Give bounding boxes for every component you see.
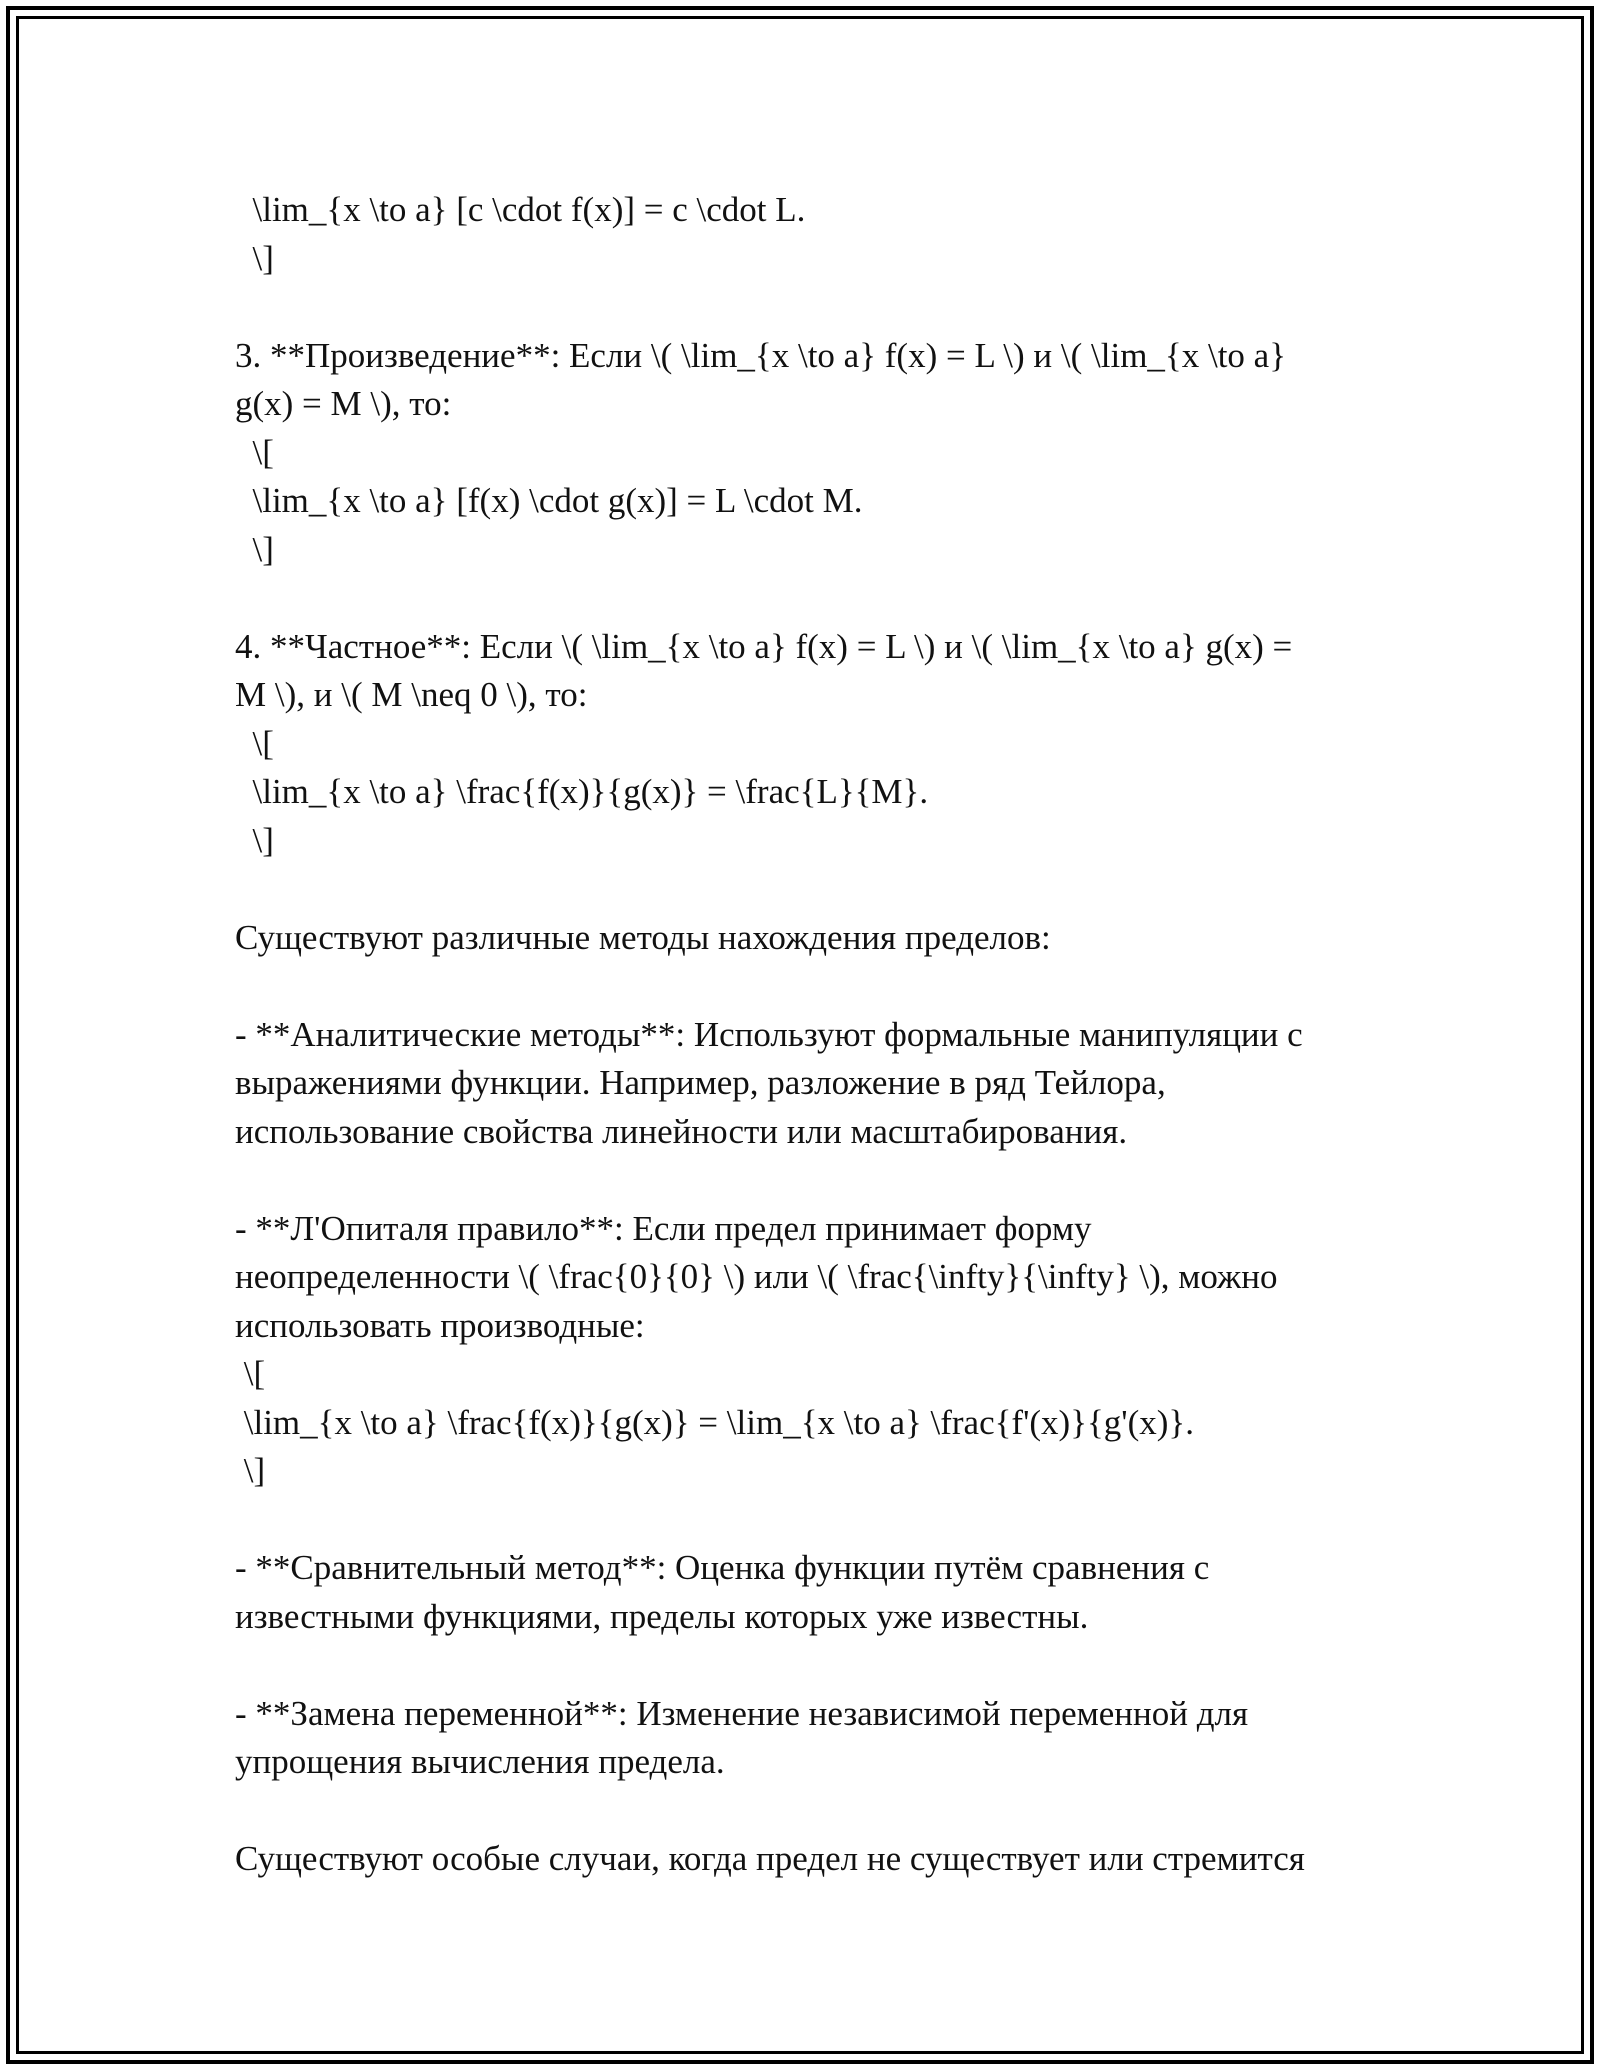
text-line: \]	[235, 820, 274, 860]
text-line: M \), и \( M \neq 0 \), то:	[235, 675, 588, 714]
text-line: \[	[235, 432, 274, 472]
text-line: \lim_{x \to a} \frac{f(x)}{g(x)} = \frac{L}{M}.	[235, 772, 929, 811]
blank-line	[235, 1641, 1385, 1690]
text-line: \]	[235, 238, 274, 278]
text-line: \[	[235, 723, 274, 763]
blank-line	[235, 1787, 1385, 1836]
blank-line	[235, 865, 1385, 914]
text-line: 4. **Частное**: Если \( \lim_{x \to a} f(x) = L \) и \( \lim_{x \to a} g(x) =	[235, 626, 1293, 666]
text-line: \lim_{x \to a} [f(x) \cdot g(x)] = L \cdot M.	[235, 481, 863, 520]
text-line: \]	[235, 1451, 266, 1490]
text-line: \lim_{x \to a} \frac{f(x)}{g(x)} = \lim_{x \to a} \frac{f'(x)}{g'(x)}.	[235, 1402, 1194, 1442]
text-line: неопределенности \( \frac{0}{0} \) или \( \frac{\infty}{\infty} \), можно	[235, 1257, 1278, 1296]
blank-line	[235, 962, 1385, 1011]
blank-line	[235, 1156, 1385, 1205]
text-line: g(x) = M \), то:	[235, 384, 452, 423]
text-line: известными функциями, пределы которых уже известны.	[235, 1596, 1089, 1636]
text-line: 3. **Произведение**: Если \( \lim_{x \to a} f(x) = L \) и \( \lim_{x \to a}	[235, 335, 1287, 375]
text-line: - **Замена переменной**: Изменение независимой переменной для	[235, 1693, 1249, 1733]
document-body	[235, 186, 1385, 1884]
text-line: упрощения вычисления предела.	[235, 1742, 725, 1781]
text-line: использование свойства линейности или масштабирования.	[235, 1111, 1128, 1151]
text-line: - **Аналитические методы**: Используют формальные манипуляции с	[235, 1014, 1303, 1054]
text-line: Существуют различные методы нахождения пределов:	[235, 917, 1051, 957]
text-line: - **Л'Опиталя правило**: Если предел принимает форму	[235, 1208, 1092, 1248]
text-line: использовать производные:	[235, 1305, 645, 1345]
text-line: Существуют особые случаи, когда предел не существует или стремится	[235, 1839, 1305, 1878]
text-line: \]	[235, 529, 274, 569]
blank-line	[235, 1496, 1385, 1545]
blank-line	[235, 283, 1385, 332]
text-line: - **Сравнительный метод**: Оценка функции путём сравнения с	[235, 1548, 1210, 1587]
text-line: \lim_{x \to a} [c \cdot f(x)] = c \cdot L.	[235, 190, 806, 229]
blank-line	[235, 574, 1385, 623]
text-line: \[	[235, 1354, 266, 1393]
text-line: выражениями функции. Например, разложение в ряд Тейлора,	[235, 1063, 1166, 1102]
